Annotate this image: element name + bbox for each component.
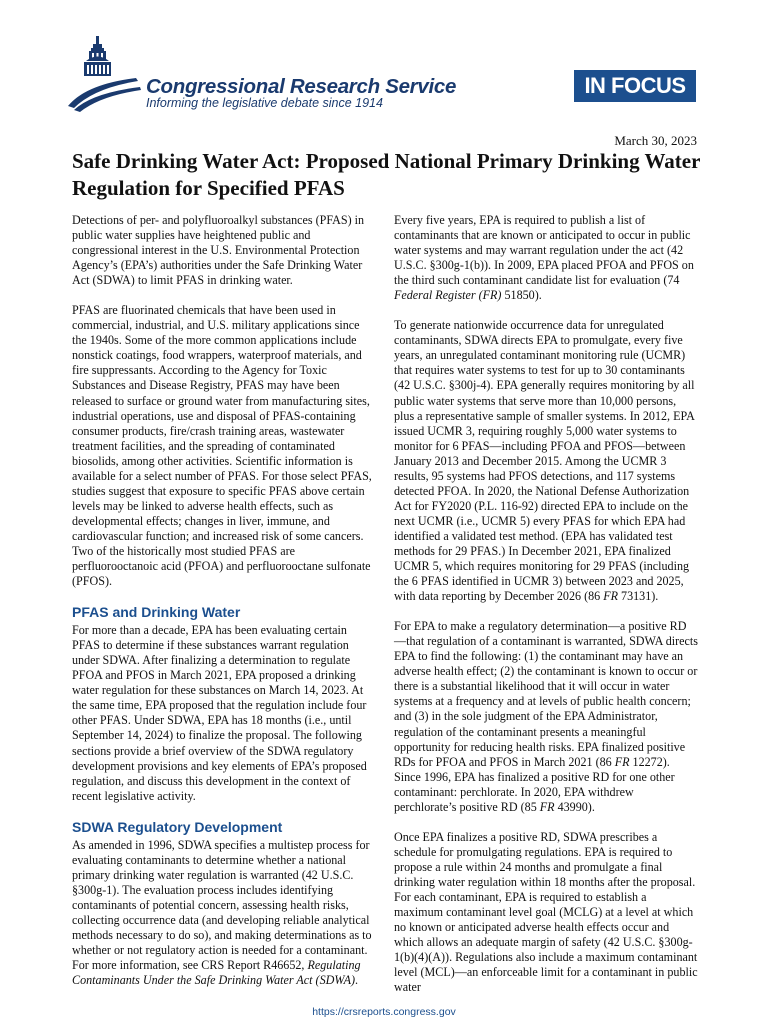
text-run: 12272). Since 1996, EPA has finalized a positive RD for one other contaminant: perchlorate. In 2020, EPA withdrew perchlorate’s positive RD (85 — [394, 754, 675, 814]
citation-italic: FR — [603, 589, 619, 604]
citation-italic: FR — [614, 754, 630, 769]
text-run: . — [355, 973, 359, 988]
citation-italic: FR — [539, 799, 555, 814]
page-title: Safe Drinking Water Act: Proposed National Primary Drinking Water Regulation for Specified PFAS — [72, 149, 701, 200]
right-column — [394, 213, 698, 1010]
footer-url[interactable]: https://crsreports.congress.gov — [312, 1006, 456, 1018]
pfas-drinking-water-paragraph: For more than a decade, EPA has been evaluating certain PFAS to determine if these substances warrant regulation under SDWA. After finalizing a determination to regulate PFOA and PFOS in March 2021, EPA proposed a drinking water regulation for these substances on March 14, 2023. At the same time, EPA proposed that the regulation include four other PFAS. Under SDWA, EPA has 18 months (i.e., until September 14, 2024) to finalize the proposal. The following sections provide a brief overview of the SDWA regulatory development provisions and key elements of EPA’s proposed regulation, and discuss this development in the context of recent legislative activity. — [72, 623, 367, 803]
left-column — [72, 213, 376, 1003]
capitol-dome-icon — [66, 36, 142, 112]
text-run: For EPA to make a regulatory determination—a positive RD—that regulation of a contaminant is warranted, SDWA directs EPA to find the following: (1) the contaminant may have an adverse health effect; (2) the contaminant is known to occur or there is a substantial likelihood that it will occur in water systems at a frequency and at levels of public health concern; and (3) in the sole judgment of the EPA Administrator, regulation of the contaminant presents a meaningful opportunity for reducing health risks. EPA finalized positive RDs for PFOA and PFOS in March 2021 (86 — [394, 619, 698, 769]
pfas-background-paragraph: PFAS are fluorinated chemicals that have been used in commercial, industrial, and U.S. military applications since the 1940s. Some of the more common applications include nonstick coatings, food wrappers, waterproof materials, and fire suppressants. According to the Agency for Toxic Substances and Disease Registry, PFAS may have been released to surface or ground water from manufacturing sites, industrial operations, use and disposal of PFAS-containing consumer products, fire/crash training areas, wastewater treatment facilities, and the spreading of contaminated biosolids, among other activities. Scientific information is available for a select number of PFAS. For those select PFAS, studies suggest that exposure to specific PFAS above certain levels may be linked to adverse health effects, such as developmental effects; changes in liver, immune, and cardiovascular function; and increased risk of some cancers. Two of the historically most studied PFAS are perfluorooctanoic acid (PFOA) and perfluorooctane sulfonate (PFOS). — [72, 303, 372, 589]
rulemaking-schedule-paragraph: Once EPA finalizes a positive RD, SDWA prescribes a schedule for promulgating regulations. EPA is required to propose a rule within 24 months and promulgate a final drinking water regulation within 18 months after the proposal. For each contaminant, EPA is required to establish a maximum contaminant level goal (MCLG) at a level at which no known or anticipated adverse health effects occur and which allows an adequate margin of safety (42 U.S.C. §300g-1(b)(4)(A)). Regulations also include a maximum contaminant level (MCL)—an enforceable limit for a contaminant in public water — [394, 829, 698, 995]
text-run: Every five years, EPA is required to publish a list of contaminants that are known or anticipated to occur in public water systems and may warrant regulation under the act (42 U.S.C. §300g-1(b)). In 2009, EPA placed PFOA and PFOS on the third such contaminant candidate list for evaluation (74 — [394, 213, 694, 288]
regulatory-determination-paragraph — [394, 619, 698, 815]
text-run: 73131). — [618, 589, 659, 604]
intro-paragraph: Detections of per- and polyfluoroalkyl substances (PFAS) in public water supplies have heightened public and congressional interest in the U.S. Environmental Protection Agency’s (EPA’s) authorities under the Safe Drinking Water Act (SDWA) to limit PFAS in drinking water. — [72, 213, 365, 288]
text-run: To generate nationwide occurrence data for unregulated contaminants, SDWA directs EPA to promulgate, every five years, an unregulated contaminant monitoring rule (UCMR) that requires water systems to test for up to 30 contaminants (42 U.S.C. §300j-4). EPA generally requires monitoring by all public water systems that serve more than 10,000 persons, plus a representative sample of smaller systems. In 2012, EPA issued UCMR 3, requiring roughly 5,000 water systems to monitor for 6 PFAS—including PFOA and PFOS—between January 2013 and December 2015. Among the UCMR 3 results, 95 systems had PFOS detections, and 117 systems detected PFOA. In 2020, the National Defense Authorization Act for FY2020 (P.L. 116-92) directed EPA to include on the next UCMR (i.e., UCMR 5) every PFAS for which EPA had identified a validated test method. (EPA has validated test methods for 29 PFAS.) In December 2021, EPA finalized UCMR 5, which requires monitoring for 29 PFAS (including the 6 PFAS identified in UCMR 3) between 2023 and 2025, with data reporting by December 2026 (86 — [394, 318, 695, 604]
sdwa-process-paragraph — [72, 838, 376, 988]
page-header — [0, 0, 768, 120]
publication-date: March 30, 2023 — [614, 133, 697, 148]
text-run: 43990). — [554, 799, 595, 814]
org-name: Congressional Research Service — [146, 75, 457, 98]
section-heading-pfas-drinking-water: PFAS and Drinking Water — [72, 604, 241, 621]
citation-italic: Federal Register (FR) — [394, 288, 502, 303]
section-heading-sdwa-regulatory-development: SDWA Regulatory Development — [72, 818, 283, 835]
in-focus-badge: IN FOCUS — [574, 70, 696, 102]
crs-report-title: Regulating Contaminants Under the Safe Drinking Water Act (SDWA) — [72, 958, 361, 988]
contaminant-candidate-list-paragraph — [394, 213, 698, 303]
text-run: As amended in 1996, SDWA specifies a multistep process for evaluating contaminants to determine whether a national primary drinking water regulation is warranted (42 U.S.C. §300g-1). The evaluation process includes identifying contaminants of potential concern, assessing health risks, collecting occurrence data (and developing reliable analytical methods necessary to do so), and making determinations as to whether or not regulatory action is needed for a contaminant. For more information, see CRS Report R46652, — [72, 837, 372, 973]
ucmr-paragraph — [394, 318, 698, 604]
org-tagline: Informing the legislative debate since 1914 — [146, 96, 383, 110]
text-run: 51850). — [501, 288, 542, 303]
